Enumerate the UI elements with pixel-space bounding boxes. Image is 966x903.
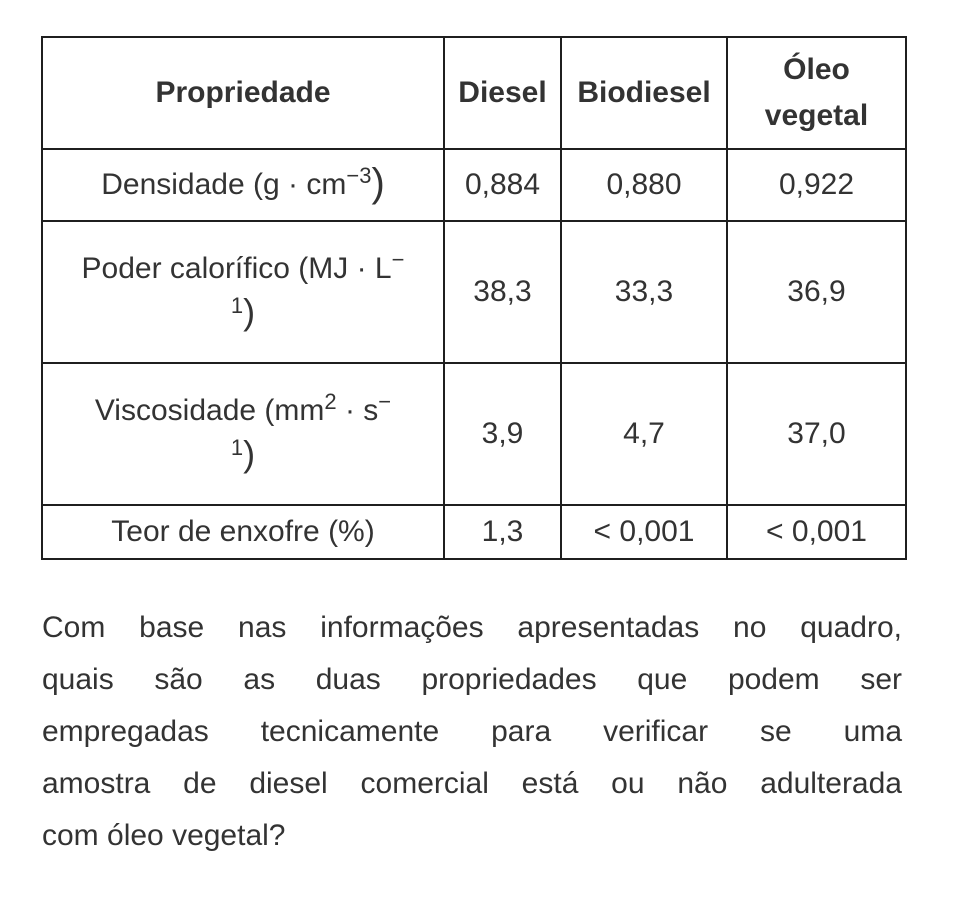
label-superscript-cont: 1 [230,435,244,460]
header-oleo-vegetal [727,37,906,149]
table-row [42,363,906,505]
question-line: empregadas tecnicamente para verificar se uma [42,715,902,748]
cell-oleo: < 0,001 [727,505,906,559]
cell-diesel: 1,3 [444,505,561,559]
label-mid: · s [336,394,379,427]
question-line: com óleo vegetal? [42,819,286,852]
header-oleo-line1: Óleo [783,53,850,86]
properties-table [41,36,907,560]
label-close: ) [243,433,256,474]
label-text: Viscosidade (mm [94,394,325,427]
label-superscript: 2 [324,389,337,414]
row-label-poder-calorifico [42,221,444,363]
question-line: Com base nas informações apresentadas no quadro, [42,611,902,644]
cell-diesel: 38,3 [444,221,561,363]
label-line2 [47,434,439,480]
cell-biodiesel: 33,3 [561,221,727,363]
question-line: quais são as duas propriedades que podem ser [42,663,902,696]
table-row [42,505,906,559]
label-line1 [47,246,439,292]
row-label-viscosidade [42,363,444,505]
label-text: Densidade (g · cm [101,168,347,201]
table-row [42,149,906,221]
label-line2 [47,292,439,338]
header-oleo-line2: vegetal [764,99,869,132]
cell-oleo: 37,0 [727,363,906,505]
cell-oleo: 36,9 [727,221,906,363]
question-line: amostra de diesel comercial está ou não adulterada [42,767,902,800]
cell-diesel: 3,9 [444,363,561,505]
header-biodiesel: Biodiesel [561,37,727,149]
cell-biodiesel: < 0,001 [561,505,727,559]
cell-oleo: 0,922 [727,149,906,221]
label-superscript-2: − [378,389,392,414]
label-superscript-cont: 1 [230,293,244,318]
cell-biodiesel: 4,7 [561,363,727,505]
label-line1 [47,388,439,434]
table-header-row [42,37,906,149]
label-close: ) [243,291,256,332]
label-text: Poder calorífico (MJ · L [81,252,392,285]
header-property: Propriedade [42,37,444,149]
label-close: ) [371,161,385,205]
cell-diesel: 0,884 [444,149,561,221]
row-label-densidade [42,149,444,221]
label-superscript: − [391,247,405,272]
table-row [42,221,906,363]
question-text [42,602,902,862]
cell-biodiesel: 0,880 [561,149,727,221]
header-diesel: Diesel [444,37,561,149]
row-label-teor-enxofre: Teor de enxofre (%) [42,505,444,559]
label-superscript: −3 [346,163,372,188]
